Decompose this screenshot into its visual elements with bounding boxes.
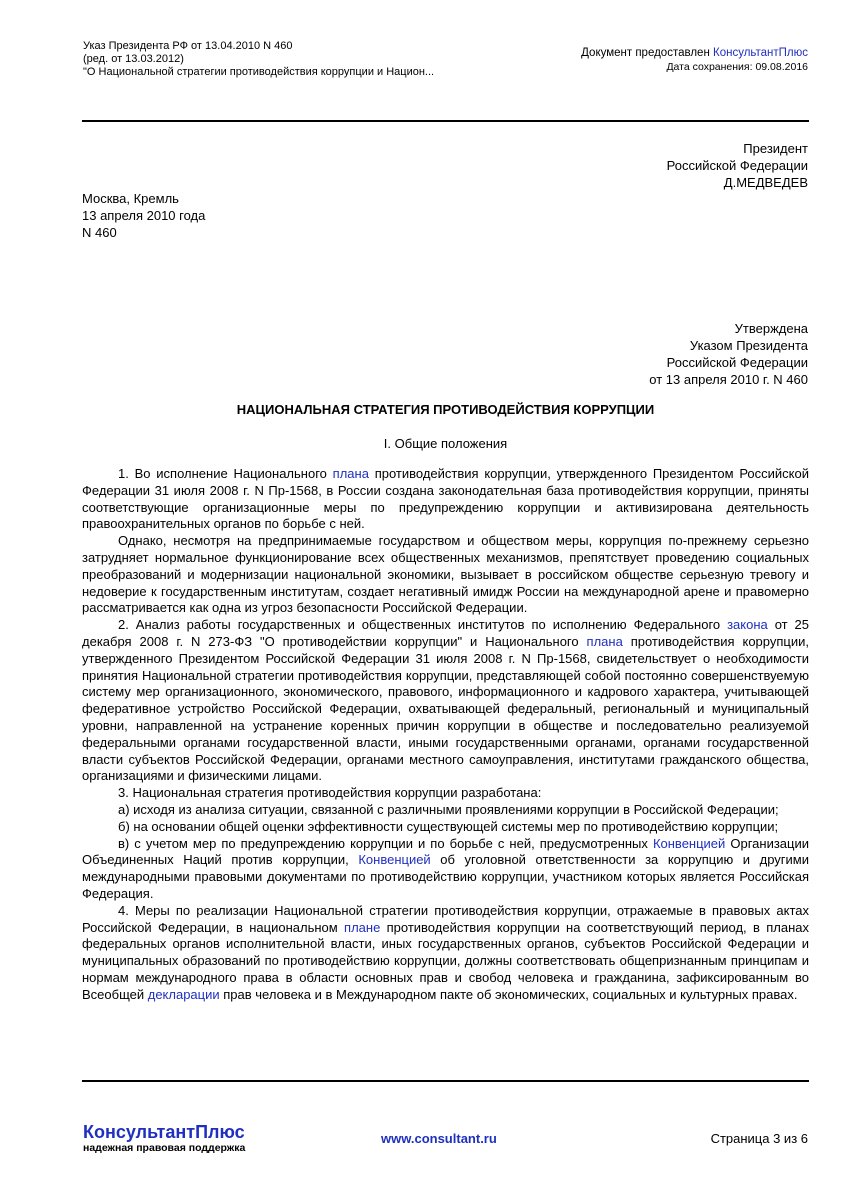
paragraph-text: прав человека и в Международном пакте об экономических, социальных и культурных правах.: [219, 986, 798, 1002]
document-title: НАЦИОНАЛЬНАЯ СТРАТЕГИЯ ПРОТИВОДЕЙСТВИЯ КОРРУПЦИИ: [236, 402, 655, 417]
paragraph: Однако, несмотря на предпринимаемые государством и обществом меры, коррупция по-прежнему серьезно затрудняет нормальное функционирование всех общественных механизмов, препятствует проведению социальных преобразований и модернизации национальной экономики, вызывает в российском обществе серьезную тревогу и недоверие к государственным институтам, создает негативный имидж России на международной арене и правомерно рассматривается как одна из угроз безопасности Российской Федерации.: [82, 533, 809, 616]
plan-link[interactable]: плане: [344, 919, 381, 935]
paragraph-text: Организации Объединенных Наций против коррупции,: [82, 835, 809, 868]
paragraph: [82, 617, 809, 785]
provided-prefix: Документ предоставлен: [581, 47, 713, 59]
paragraph: [82, 903, 809, 1004]
date-line: 13 апреля 2010 года: [82, 208, 206, 223]
place-date-block: [82, 190, 205, 241]
saved-date: Дата сохранения: 09.08.2016: [666, 61, 808, 73]
section-title: I. Общие положения: [383, 436, 508, 451]
approval-block: [649, 320, 808, 388]
signature-block: [667, 140, 808, 191]
footer-logo: [83, 1122, 245, 1154]
paragraph-text: от 25 декабря 2008 г. N 273-ФЗ "О противодействии коррупции" и Национального: [82, 617, 809, 649]
place-line: Москва, Кремль: [82, 191, 179, 206]
footer-brand-tagline: надежная правовая поддержка: [83, 1142, 246, 1154]
paragraph: [82, 836, 809, 903]
paragraph-text: противодействия коррупции на соответствующий период, в планах федеральных органов исполнительной власти, иных государственных органов, субъектов Российской Федерации и муниципальных образований по противодействию коррупции, должны соответствовать общепризнанным принципам и нормам международного права в области основных прав и свобод человека и гражданина, зафиксированным во Всеобщей: [82, 919, 809, 1002]
law-link[interactable]: закона: [727, 617, 768, 633]
provided-by: [581, 46, 808, 60]
paragraph: а) исходя из анализа ситуации, связанной с различными проявлениями коррупции в Российской Федерации;: [118, 801, 779, 817]
doc-name-line: "О Национальной стратегии противодействия коррупции и Национ...: [83, 66, 435, 78]
convention-link[interactable]: Конвенцией: [652, 835, 726, 851]
provider-info: [581, 46, 808, 74]
footer-divider: [82, 1080, 809, 1082]
provider-brand-link[interactable]: КонсультантПлюс: [713, 47, 808, 59]
doc-title-line: Указ Президента РФ от 13.04.2010 N 460: [83, 40, 293, 52]
paragraph: [82, 466, 809, 533]
paragraph-text: 4. Меры по реализации Национальной стратегии противодействия коррупции, отражаемые в правовых актах Российской Федерации, в национальном: [82, 902, 809, 935]
paragraph-text: 1. Во исполнение Национального: [118, 466, 333, 481]
paragraph: б) на основании общей оценки эффективности существующей системы мер по противодействию коррупции;: [118, 818, 779, 834]
declaration-link[interactable]: декларации: [147, 986, 220, 1002]
plan-link[interactable]: плана: [332, 466, 369, 481]
signature-line: Д.МЕДВЕДЕВ: [723, 175, 808, 190]
doc-revision-line: (ред. от 13.03.2012): [83, 53, 184, 65]
signature-line: Президент: [743, 141, 808, 156]
approval-line: от 13 апреля 2010 г. N 460: [649, 372, 808, 387]
number-line: N 460: [82, 225, 117, 240]
approval-line: Указом Президента: [689, 338, 808, 353]
paragraph-text: об уголовной ответственности за коррупцию и другими международными правовыми документами по противодействию коррупции, участником которых является Российская Федерация.: [82, 852, 809, 901]
footer-site-link[interactable]: www.consultant.ru: [381, 1131, 497, 1146]
document-header-info: [83, 40, 434, 79]
footer-brand-name: КонсультантПлюс: [83, 1122, 245, 1142]
approval-line: Утверждена: [734, 321, 808, 336]
paragraph-text: противодействия коррупции, утвержденного Президентом Российской Федерации 31 июля 2008 г. N Пр-1568, в России создана законодательная база противодействия коррупции, приняты соответствующие организационные меры по предупреждению коррупции и активизирована деятельность правоохранительных органов по борьбе с ней.: [82, 466, 809, 532]
convention-link[interactable]: Конвенцией: [358, 852, 431, 868]
signature-line: Российской Федерации: [666, 158, 808, 173]
page-number: Страница 3 из 6: [710, 1131, 808, 1146]
approval-line: Российской Федерации: [666, 355, 808, 370]
paragraph-text: в) с учетом мер по предупреждению коррупции и по борьбе с ней, предусмотренных: [118, 835, 653, 851]
paragraph: 3. Национальная стратегия противодействия коррупции разработана:: [118, 785, 542, 801]
paragraph-text: противодействия коррупции, утвержденного Президентом Российской Федерации 31 июля 2008 г. N Пр-1568, свидетельствует о необходимости принятия Национальной стратегии противодействия коррупции, представляющей собой постоянно совершенствуемую систему мер организационного, экономического, правового, информационного и кадрового характера, учитывающей федеративное устройство Российской Федерации, охватывающей федеральный, региональный и муниципальный уровни, направленной на устранение коренных причин коррупции в обществе и последовательно реализуемой федеральными органами государственной власти, иными государственными органами, органами государственной власти субъектов Российской Федерации, органами местного самоуправления, институтами гражданского общества, организациями и физическими лицами.: [82, 633, 809, 784]
plan-link[interactable]: плана: [586, 633, 623, 649]
document-body: [82, 466, 809, 1004]
header-divider: [82, 120, 809, 122]
paragraph-text: 2. Анализ работы государственных и общественных институтов по исполнению Федерального: [118, 617, 728, 633]
